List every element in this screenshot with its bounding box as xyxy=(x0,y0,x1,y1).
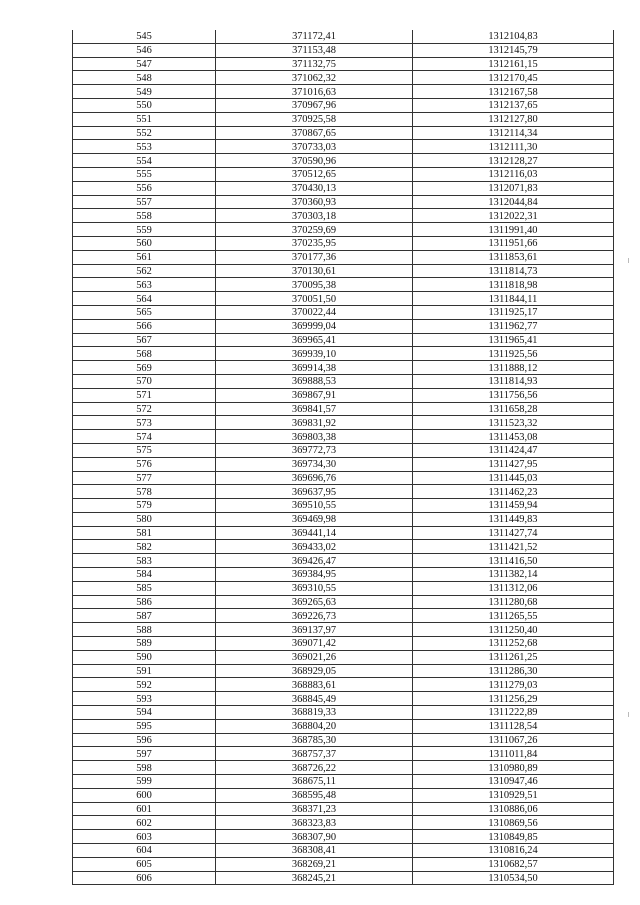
table-row xyxy=(73,292,614,306)
table-row xyxy=(73,223,614,237)
table-row xyxy=(73,871,614,885)
point-number-cell: 558 xyxy=(73,209,216,223)
table-row xyxy=(73,71,614,85)
y-coordinate-cell: 1311756,56 xyxy=(413,388,614,402)
y-coordinate-cell: 1311523,32 xyxy=(413,416,614,430)
x-coordinate-cell: 370022,44 xyxy=(216,305,413,319)
y-coordinate-cell: 1311252,68 xyxy=(413,637,614,651)
x-coordinate-cell: 369637,95 xyxy=(216,485,413,499)
table-row xyxy=(73,167,614,181)
point-number-cell: 583 xyxy=(73,554,216,568)
x-coordinate-cell: 371132,75 xyxy=(216,57,413,71)
point-number-cell: 587 xyxy=(73,609,216,623)
table-row xyxy=(73,526,614,540)
table-row xyxy=(73,333,614,347)
point-number-cell: 573 xyxy=(73,416,216,430)
table-row xyxy=(73,581,614,595)
point-number-cell: 570 xyxy=(73,374,216,388)
y-coordinate-cell: 1311445,03 xyxy=(413,471,614,485)
point-number-cell: 601 xyxy=(73,802,216,816)
point-number-cell: 591 xyxy=(73,664,216,678)
x-coordinate-cell: 369433,02 xyxy=(216,540,413,554)
y-coordinate-cell: 1312145,79 xyxy=(413,43,614,57)
point-number-cell: 554 xyxy=(73,154,216,168)
table-row xyxy=(73,374,614,388)
point-number-cell: 563 xyxy=(73,278,216,292)
y-coordinate-cell: 1311312,06 xyxy=(413,581,614,595)
y-coordinate-cell: 1311453,08 xyxy=(413,430,614,444)
x-coordinate-cell: 369137,97 xyxy=(216,623,413,637)
table-row xyxy=(73,568,614,582)
point-number-cell: 545 xyxy=(73,30,216,43)
x-coordinate-cell: 368308,41 xyxy=(216,844,413,858)
point-number-cell: 559 xyxy=(73,223,216,237)
x-coordinate-cell: 368371,23 xyxy=(216,802,413,816)
scan-mark xyxy=(628,258,629,263)
y-coordinate-cell: 1312111,30 xyxy=(413,140,614,154)
point-number-cell: 550 xyxy=(73,98,216,112)
table-row xyxy=(73,540,614,554)
x-coordinate-cell: 370051,50 xyxy=(216,292,413,306)
x-coordinate-cell: 370590,96 xyxy=(216,154,413,168)
y-coordinate-cell: 1312137,65 xyxy=(413,98,614,112)
table-row xyxy=(73,788,614,802)
table-row xyxy=(73,264,614,278)
x-coordinate-cell: 370303,18 xyxy=(216,209,413,223)
table-row xyxy=(73,305,614,319)
y-coordinate-cell: 1311818,98 xyxy=(413,278,614,292)
x-coordinate-cell: 371172,41 xyxy=(216,30,413,43)
point-number-cell: 594 xyxy=(73,706,216,720)
table-row xyxy=(73,637,614,651)
table-row xyxy=(73,512,614,526)
x-coordinate-cell: 368726,22 xyxy=(216,761,413,775)
y-coordinate-cell: 1311261,25 xyxy=(413,650,614,664)
x-coordinate-cell: 370235,95 xyxy=(216,236,413,250)
point-number-cell: 599 xyxy=(73,775,216,789)
x-coordinate-cell: 369841,57 xyxy=(216,402,413,416)
x-coordinate-cell: 368307,90 xyxy=(216,830,413,844)
table-row xyxy=(73,761,614,775)
table-row xyxy=(73,471,614,485)
point-number-cell: 577 xyxy=(73,471,216,485)
point-number-cell: 588 xyxy=(73,623,216,637)
y-coordinate-cell: 1311382,14 xyxy=(413,568,614,582)
table-row xyxy=(73,195,614,209)
table-row xyxy=(73,719,614,733)
x-coordinate-cell: 368245,21 xyxy=(216,871,413,885)
x-coordinate-cell: 370512,65 xyxy=(216,167,413,181)
table-row xyxy=(73,499,614,513)
point-number-cell: 549 xyxy=(73,85,216,99)
y-coordinate-cell: 1312167,58 xyxy=(413,85,614,99)
coordinates-table xyxy=(72,30,614,885)
x-coordinate-cell: 369803,38 xyxy=(216,430,413,444)
table-row xyxy=(73,43,614,57)
point-number-cell: 579 xyxy=(73,499,216,513)
point-number-cell: 553 xyxy=(73,140,216,154)
point-number-cell: 590 xyxy=(73,650,216,664)
y-coordinate-cell: 1310929,51 xyxy=(413,788,614,802)
x-coordinate-cell: 368757,37 xyxy=(216,747,413,761)
point-number-cell: 556 xyxy=(73,181,216,195)
x-coordinate-cell: 369441,14 xyxy=(216,526,413,540)
y-coordinate-cell: 1311814,73 xyxy=(413,264,614,278)
x-coordinate-cell: 370967,96 xyxy=(216,98,413,112)
x-coordinate-cell: 369226,73 xyxy=(216,609,413,623)
x-coordinate-cell: 371016,63 xyxy=(216,85,413,99)
y-coordinate-cell: 1311279,03 xyxy=(413,678,614,692)
x-coordinate-cell: 369310,55 xyxy=(216,581,413,595)
x-coordinate-cell: 371153,48 xyxy=(216,43,413,57)
y-coordinate-cell: 1310816,24 xyxy=(413,844,614,858)
table-row xyxy=(73,443,614,457)
y-coordinate-cell: 1311925,17 xyxy=(413,305,614,319)
y-coordinate-cell: 1311427,95 xyxy=(413,457,614,471)
table-row xyxy=(73,747,614,761)
x-coordinate-cell: 370733,03 xyxy=(216,140,413,154)
point-number-cell: 560 xyxy=(73,236,216,250)
x-coordinate-cell: 370177,36 xyxy=(216,250,413,264)
x-coordinate-cell: 371062,32 xyxy=(216,71,413,85)
x-coordinate-cell: 368595,48 xyxy=(216,788,413,802)
table-row xyxy=(73,416,614,430)
table-row xyxy=(73,402,614,416)
x-coordinate-cell: 368929,05 xyxy=(216,664,413,678)
x-coordinate-cell: 369021,26 xyxy=(216,650,413,664)
table-row xyxy=(73,236,614,250)
table-row xyxy=(73,388,614,402)
y-coordinate-cell: 1311459,94 xyxy=(413,499,614,513)
x-coordinate-cell: 370130,61 xyxy=(216,264,413,278)
x-coordinate-cell: 368785,30 xyxy=(216,733,413,747)
point-number-cell: 562 xyxy=(73,264,216,278)
point-number-cell: 586 xyxy=(73,595,216,609)
x-coordinate-cell: 370259,69 xyxy=(216,223,413,237)
point-number-cell: 567 xyxy=(73,333,216,347)
table-row xyxy=(73,844,614,858)
y-coordinate-cell: 1310534,50 xyxy=(413,871,614,885)
table-row xyxy=(73,209,614,223)
point-number-cell: 606 xyxy=(73,871,216,885)
x-coordinate-cell: 369888,53 xyxy=(216,374,413,388)
table-row xyxy=(73,623,614,637)
table-row xyxy=(73,126,614,140)
table-row xyxy=(73,98,614,112)
x-coordinate-cell: 368845,49 xyxy=(216,692,413,706)
y-coordinate-cell: 1312128,27 xyxy=(413,154,614,168)
x-coordinate-cell: 369772,73 xyxy=(216,443,413,457)
table-row xyxy=(73,57,614,71)
y-coordinate-cell: 1311925,56 xyxy=(413,347,614,361)
point-number-cell: 585 xyxy=(73,581,216,595)
point-number-cell: 561 xyxy=(73,250,216,264)
table-row xyxy=(73,181,614,195)
point-number-cell: 580 xyxy=(73,512,216,526)
point-number-cell: 552 xyxy=(73,126,216,140)
y-coordinate-cell: 1311067,26 xyxy=(413,733,614,747)
point-number-cell: 582 xyxy=(73,540,216,554)
x-coordinate-cell: 370867,65 xyxy=(216,126,413,140)
table-row xyxy=(73,857,614,871)
table-row xyxy=(73,816,614,830)
table-row xyxy=(73,250,614,264)
y-coordinate-cell: 1311286,30 xyxy=(413,664,614,678)
y-coordinate-cell: 1312104,83 xyxy=(413,30,614,43)
y-coordinate-cell: 1311424,47 xyxy=(413,443,614,457)
y-coordinate-cell: 1312114,34 xyxy=(413,126,614,140)
x-coordinate-cell: 369734,30 xyxy=(216,457,413,471)
point-number-cell: 546 xyxy=(73,43,216,57)
y-coordinate-cell: 1311416,50 xyxy=(413,554,614,568)
y-coordinate-cell: 1310849,85 xyxy=(413,830,614,844)
table-row xyxy=(73,30,614,43)
table-row xyxy=(73,692,614,706)
table-row xyxy=(73,112,614,126)
point-number-cell: 551 xyxy=(73,112,216,126)
table-row xyxy=(73,140,614,154)
y-coordinate-cell: 1312022,31 xyxy=(413,209,614,223)
y-coordinate-cell: 1312116,03 xyxy=(413,167,614,181)
point-number-cell: 571 xyxy=(73,388,216,402)
table-row xyxy=(73,319,614,333)
y-coordinate-cell: 1312127,80 xyxy=(413,112,614,126)
point-number-cell: 547 xyxy=(73,57,216,71)
point-number-cell: 568 xyxy=(73,347,216,361)
point-number-cell: 564 xyxy=(73,292,216,306)
scan-mark xyxy=(628,712,629,717)
point-number-cell: 557 xyxy=(73,195,216,209)
point-number-cell: 555 xyxy=(73,167,216,181)
x-coordinate-cell: 369469,98 xyxy=(216,512,413,526)
y-coordinate-cell: 1311265,55 xyxy=(413,609,614,623)
point-number-cell: 578 xyxy=(73,485,216,499)
y-coordinate-cell: 1311844,11 xyxy=(413,292,614,306)
y-coordinate-cell: 1311814,93 xyxy=(413,374,614,388)
point-number-cell: 565 xyxy=(73,305,216,319)
table-row xyxy=(73,650,614,664)
point-number-cell: 602 xyxy=(73,816,216,830)
y-coordinate-cell: 1311250,40 xyxy=(413,623,614,637)
table-row xyxy=(73,664,614,678)
point-number-cell: 575 xyxy=(73,443,216,457)
table-row xyxy=(73,85,614,99)
point-number-cell: 584 xyxy=(73,568,216,582)
x-coordinate-cell: 368883,61 xyxy=(216,678,413,692)
x-coordinate-cell: 368269,21 xyxy=(216,857,413,871)
table-row xyxy=(73,361,614,375)
y-coordinate-cell: 1311962,77 xyxy=(413,319,614,333)
x-coordinate-cell: 369939,10 xyxy=(216,347,413,361)
x-coordinate-cell: 369510,55 xyxy=(216,499,413,513)
x-coordinate-cell: 368804,20 xyxy=(216,719,413,733)
y-coordinate-cell: 1311011,84 xyxy=(413,747,614,761)
x-coordinate-cell: 369265,63 xyxy=(216,595,413,609)
y-coordinate-cell: 1311888,12 xyxy=(413,361,614,375)
y-coordinate-cell: 1311991,40 xyxy=(413,223,614,237)
x-coordinate-cell: 368323,83 xyxy=(216,816,413,830)
y-coordinate-cell: 1311256,29 xyxy=(413,692,614,706)
table-row xyxy=(73,830,614,844)
y-coordinate-cell: 1311427,74 xyxy=(413,526,614,540)
y-coordinate-cell: 1311462,23 xyxy=(413,485,614,499)
y-coordinate-cell: 1311449,83 xyxy=(413,512,614,526)
x-coordinate-cell: 369999,04 xyxy=(216,319,413,333)
point-number-cell: 548 xyxy=(73,71,216,85)
x-coordinate-cell: 369071,42 xyxy=(216,637,413,651)
x-coordinate-cell: 369696,76 xyxy=(216,471,413,485)
point-number-cell: 566 xyxy=(73,319,216,333)
point-number-cell: 598 xyxy=(73,761,216,775)
point-number-cell: 595 xyxy=(73,719,216,733)
point-number-cell: 569 xyxy=(73,361,216,375)
y-coordinate-cell: 1311951,66 xyxy=(413,236,614,250)
point-number-cell: 574 xyxy=(73,430,216,444)
point-number-cell: 596 xyxy=(73,733,216,747)
y-coordinate-cell: 1311222,89 xyxy=(413,706,614,720)
y-coordinate-cell: 1311280,68 xyxy=(413,595,614,609)
point-number-cell: 589 xyxy=(73,637,216,651)
table-row xyxy=(73,775,614,789)
table-row xyxy=(73,554,614,568)
table-row xyxy=(73,678,614,692)
x-coordinate-cell: 369867,91 xyxy=(216,388,413,402)
x-coordinate-cell: 369965,41 xyxy=(216,333,413,347)
table-row xyxy=(73,802,614,816)
y-coordinate-cell: 1312071,83 xyxy=(413,181,614,195)
x-coordinate-cell: 370925,58 xyxy=(216,112,413,126)
y-coordinate-cell: 1310980,89 xyxy=(413,761,614,775)
x-coordinate-cell: 369914,38 xyxy=(216,361,413,375)
x-coordinate-cell: 368675,11 xyxy=(216,775,413,789)
point-number-cell: 572 xyxy=(73,402,216,416)
table-row xyxy=(73,347,614,361)
x-coordinate-cell: 369831,92 xyxy=(216,416,413,430)
y-coordinate-cell: 1310947,46 xyxy=(413,775,614,789)
table-row xyxy=(73,733,614,747)
point-number-cell: 592 xyxy=(73,678,216,692)
y-coordinate-cell: 1311965,41 xyxy=(413,333,614,347)
coordinates-table-body xyxy=(73,30,614,885)
table-row xyxy=(73,609,614,623)
y-coordinate-cell: 1311421,52 xyxy=(413,540,614,554)
y-coordinate-cell: 1311853,61 xyxy=(413,250,614,264)
point-number-cell: 597 xyxy=(73,747,216,761)
point-number-cell: 603 xyxy=(73,830,216,844)
table-row xyxy=(73,430,614,444)
table-row xyxy=(73,485,614,499)
y-coordinate-cell: 1312170,45 xyxy=(413,71,614,85)
table-row xyxy=(73,457,614,471)
x-coordinate-cell: 370430,13 xyxy=(216,181,413,195)
y-coordinate-cell: 1312161,15 xyxy=(413,57,614,71)
point-number-cell: 576 xyxy=(73,457,216,471)
y-coordinate-cell: 1310886,06 xyxy=(413,802,614,816)
y-coordinate-cell: 1310682,57 xyxy=(413,857,614,871)
point-number-cell: 605 xyxy=(73,857,216,871)
x-coordinate-cell: 370360,93 xyxy=(216,195,413,209)
point-number-cell: 593 xyxy=(73,692,216,706)
x-coordinate-cell: 369426,47 xyxy=(216,554,413,568)
y-coordinate-cell: 1310869,56 xyxy=(413,816,614,830)
x-coordinate-cell: 368819,33 xyxy=(216,706,413,720)
x-coordinate-cell: 370095,38 xyxy=(216,278,413,292)
point-number-cell: 600 xyxy=(73,788,216,802)
table-row xyxy=(73,595,614,609)
table-row xyxy=(73,154,614,168)
table-row xyxy=(73,278,614,292)
table-row xyxy=(73,706,614,720)
point-number-cell: 581 xyxy=(73,526,216,540)
y-coordinate-cell: 1311658,28 xyxy=(413,402,614,416)
y-coordinate-cell: 1311128,54 xyxy=(413,719,614,733)
y-coordinate-cell: 1312044,84 xyxy=(413,195,614,209)
point-number-cell: 604 xyxy=(73,844,216,858)
x-coordinate-cell: 369384,95 xyxy=(216,568,413,582)
